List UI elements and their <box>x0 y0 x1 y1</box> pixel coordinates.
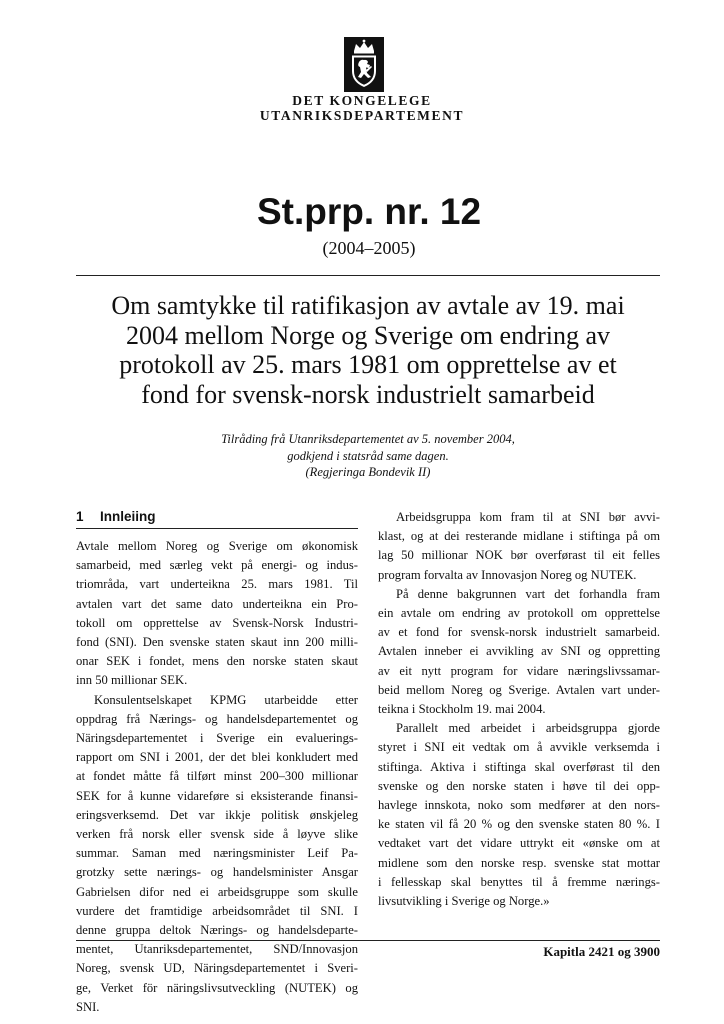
text-line: fond (SNI). Den svenske staten skaut inn 200 milli- <box>76 635 358 650</box>
text-line: avtalen vart det same dato underteikna ein Pro- <box>76 596 358 611</box>
section-title: Innleiing <box>100 509 156 524</box>
text-line: Parallelt med arbeidet i arbeidsgruppa gjorde <box>396 721 660 736</box>
text-line: ke staten vil få 20 % og den svenske staten 80 %. I <box>378 817 660 832</box>
text-line: stiftinga. Aktiva i stiftinga skal overførast til den <box>378 759 660 774</box>
text-line: klast, og at dei resterande midlane i stiftinga på om <box>378 529 660 544</box>
chapter-reference: Kapitla 2421 og 3900 <box>543 944 660 959</box>
text-line: samarbeid, med særleg vekt på energi- og indus- <box>76 558 358 573</box>
text-line: rapport om SNI i 2001, der det blei konkludert med <box>76 750 358 765</box>
text-line: oppdrag frå Nærings- og handelsdepartementet og <box>76 711 358 726</box>
norwegian-coat-of-arms-icon <box>344 37 384 92</box>
recommendation-line: (Regjeringa Bondevik II) <box>305 465 431 479</box>
text-line: havlege innskota, noko som medfører at den nors- <box>378 798 660 813</box>
ministry-line: UTANRIKSDEPARTEMENT <box>259 108 465 123</box>
text-line: svenske og den norske staten i høve til dei opp- <box>378 778 660 793</box>
text-line: Avtalen inneber ei avvikling av SNI og oppretting <box>378 644 660 659</box>
ministry-line: DET KONGELEGE <box>292 93 432 108</box>
text-line: at fondet måtte få tilført minst 200–300 millionar <box>76 769 358 784</box>
text-line: program forvalta av Innovasjon Noreg og NUTEK. <box>378 567 637 582</box>
text-line: SNI. <box>76 999 100 1014</box>
text-line: i fellesskap skal benyttes til å fremme nærings- <box>378 874 660 889</box>
text-line: verken frå norsk eller svensk side å løyve slike <box>76 827 358 842</box>
title-divider <box>76 275 660 276</box>
left-column-text <box>76 537 358 1017</box>
text-line: ein avtale om endring av protokoll om opprettelse <box>378 606 660 621</box>
session-year: (2004–2005) <box>322 238 416 258</box>
text-line: inn 50 millionar SEK. <box>76 673 188 688</box>
recommendation-line: godkjend i statsråd same dagen. <box>287 448 449 463</box>
section-divider <box>76 528 358 529</box>
text-line: av et fond for svensk-norsk industrielt samarbeid. <box>378 625 660 640</box>
text-line: styret i SNI eit vedtak om å avvikle verksemda i <box>378 740 660 755</box>
text-line: Noreg, svensk UD, Näringsdepartementet i Sveri- <box>76 961 358 976</box>
text-line: triområda, vart underteikna 25. mars 1981. Til <box>76 577 358 592</box>
section-number: 1 <box>76 509 84 524</box>
text-line: mentet, Utanriksdepartementet, SND/Innovasjon <box>76 942 358 957</box>
text-line: Konsulentselskapet KPMG utarbeidde etter <box>94 692 358 707</box>
text-line: midlene som den norske resp. svenske stat mottar <box>378 855 660 870</box>
text-line: ge, Verket för näringslivsutveckling (NUTEK) og <box>76 980 358 995</box>
subject-line: protokoll av 25. mars 1981 om opprettelse av et <box>119 350 617 379</box>
document-number: St.prp. nr. 12 <box>256 191 482 232</box>
subject-line: fond for svensk-norsk industrielt samarbeid <box>141 379 595 409</box>
text-line: beid mellom Noreg og Sverige. Avtalen vart under- <box>378 682 660 697</box>
subject-line: 2004 mellom Norge og Sverige om endring av <box>125 320 611 350</box>
text-line: livsutvikling i Sverige og Norge.» <box>378 894 550 909</box>
subject-heading <box>76 291 660 409</box>
subject-line: Om samtykke til ratifikasjon av avtale av 19. mai <box>111 291 625 320</box>
text-line: eringsverksemd. Det var ikkje politisk ønskjeleg <box>76 807 358 822</box>
recommendation-note <box>150 431 586 481</box>
text-line: tokoll om opprettelse av Svensk-Norsk Industri- <box>76 615 358 630</box>
text-line: av eit nytt program for vidare næringslivssamar- <box>378 663 660 678</box>
text-line: Avtale mellom Noreg og Sverige om økonomisk <box>76 539 358 553</box>
text-line: Näringsdepartementet i Sverige ein evaluerings- <box>76 731 358 746</box>
recommendation-line: Tilråding frå Utanriksdepartementet av 5. november 2004, <box>221 432 515 446</box>
text-line: vurdere det framtidige arbeidsområdet til SNI. I <box>76 903 358 918</box>
text-line: onar SEK i fondet, mens den norske staten skaut <box>76 654 358 669</box>
text-line: summar. Saman med næringsminister Leif Pa- <box>76 846 358 861</box>
right-column-text <box>378 508 660 911</box>
text-line: lag 50 millionar NOK bør overførast til eit felles <box>378 548 660 563</box>
text-line: Arbeidsgruppa kom fram til at SNI bør avvi- <box>396 510 660 524</box>
text-line: SEK for å kunne vidareføre si eksisterande finansi- <box>76 788 358 803</box>
section-heading <box>76 508 358 526</box>
text-line: grotzky sette nærings- og handelsminister Ansgar <box>76 865 358 880</box>
footer-divider <box>76 940 660 941</box>
text-line: denne gruppa deltok Nærings- og handelsdeparte- <box>76 923 358 938</box>
ministry-name <box>200 93 524 123</box>
text-line: vedtaket vart det vidare uttrykt eit «ønske om at <box>378 836 660 851</box>
text-line: teikna i Stockholm 19. mai 2004. <box>378 702 546 717</box>
text-line: På denne bakgrunnen vart det forhandla fram <box>396 586 660 601</box>
text-line: Gabrielsen difor ned ei arbeidsgruppe som skulle <box>76 884 358 899</box>
